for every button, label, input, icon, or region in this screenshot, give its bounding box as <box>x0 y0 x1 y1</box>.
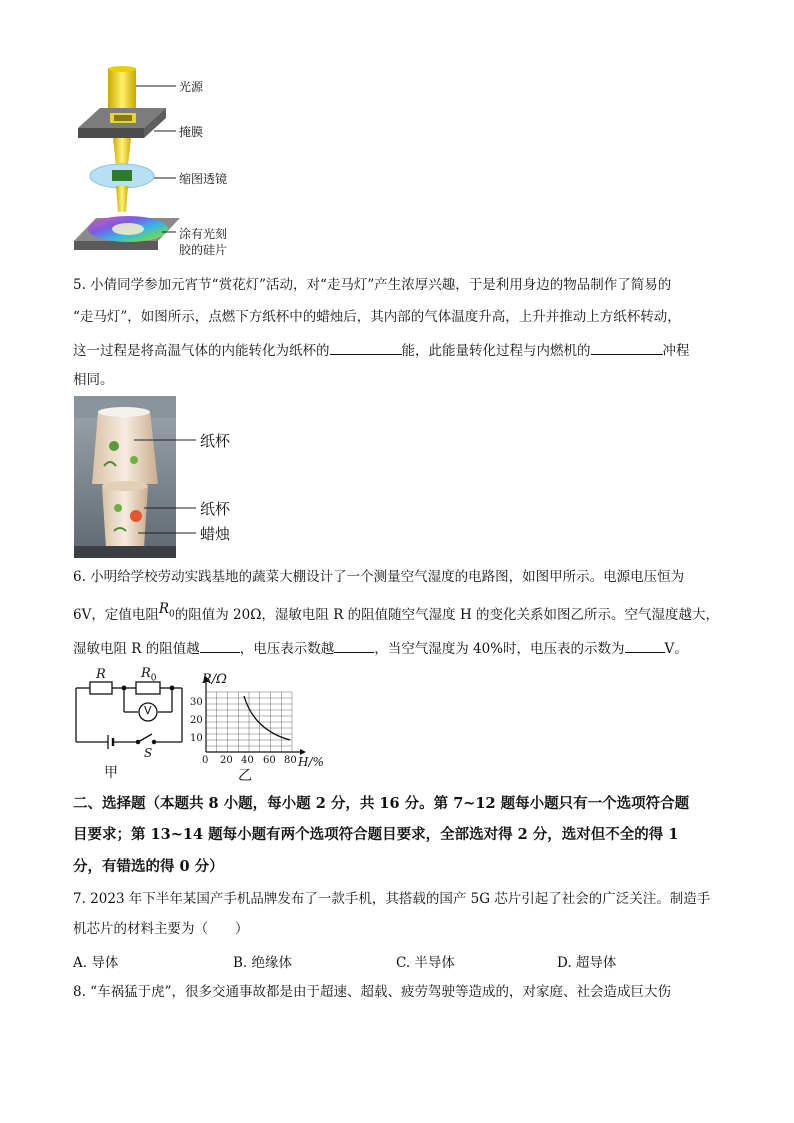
q5-line3-text-c: 冲程 <box>662 343 690 359</box>
circuit-label-r0: $R_0$ <box>141 666 157 684</box>
graph-ylabel: R/Ω <box>202 672 227 687</box>
graph-xtick-60: 60 <box>263 755 276 766</box>
q5-line2: “走马灯”，如图所示，点燃下方纸杯中的蜡烛后，其内部的气体温度升高，上升并推动上方纸杯转动， <box>73 309 681 325</box>
label-mask: 掩膜 <box>179 125 204 139</box>
q8-line1: 8. “车祸猛于虎”，很多交通事故都是由于超速、超载、疲劳驾驶等造成的，对家庭、社会造成巨大伤 <box>73 984 671 1000</box>
section2-line3: 分，有错选的得 0 分） <box>73 858 224 875</box>
graph-xtick-80: 80 <box>284 755 297 766</box>
paper-cup-lantern-photo <box>74 396 176 558</box>
circuit-caption: 甲 <box>104 765 118 781</box>
q7-option-b[interactable]: B. 绝缘体 <box>233 955 293 971</box>
q6-blank-1[interactable] <box>200 638 240 653</box>
graph-xtick-40: 40 <box>241 755 254 766</box>
q5-photo-leaders <box>176 396 198 562</box>
circuit-label-s: S <box>144 746 153 760</box>
graph-xtick-20: 20 <box>220 755 233 766</box>
circuit-label-v: V <box>144 704 152 717</box>
q5-line1: 5. 小倩同学参加元宵节“赏花灯”活动，对“走马灯”产生浓厚兴趣，于是利用身边的物品制作了简易的 <box>73 277 672 293</box>
q6-blank-2[interactable] <box>334 638 374 653</box>
label-reduction-lens: 缩图透镜 <box>179 172 228 186</box>
q6-line2 <box>73 601 720 630</box>
circuit-diagram <box>72 666 187 781</box>
q5-line3 <box>73 340 690 360</box>
q7-line1: 7. 2023 年下半年某国产手机品牌发布了一款手机，其搭载的国产 5G 芯片引起了社会的广泛关注。制造手 <box>73 891 711 907</box>
graph-xtick-0: 0 <box>202 755 209 766</box>
q5-line3-text-a: 这一过程是将高温气体的内能转化为纸杯的 <box>73 343 330 359</box>
q6-line2-text-b: 的阻值为 20Ω，湿敏电阻 R 的阻值随空气湿度 H 的变化关系如图乙所示。空气湿度越大， <box>174 607 720 623</box>
q5-line4: 相同。 <box>73 372 114 388</box>
graph-ytick-10: 10 <box>190 733 203 744</box>
q5-blank-1[interactable] <box>330 340 402 355</box>
circuit-svg <box>72 670 187 750</box>
leader-lines <box>176 396 198 558</box>
label-light-source: 光源 <box>179 80 204 94</box>
circuit-label-r: R <box>96 667 106 682</box>
q5-blank-2[interactable] <box>591 340 663 355</box>
label-candle: 蜡烛 <box>200 525 231 543</box>
q6-line3-text-c: ，当空气湿度为 40%时，电压表的示数为 <box>374 641 625 657</box>
section2-line1: 二、选择题（本题共 8 小题，每小题 2 分，共 16 分。第 7~12 题每小题只有一个选项符合题 <box>73 795 690 812</box>
q5-photo <box>74 396 176 558</box>
label-wafer-line2: 胶的硅片 <box>179 243 228 257</box>
graph-xlabel: H/% <box>298 755 324 769</box>
q6-line1: 6. 小明给学校劳动实践基地的蔬菜大棚设计了一个测量空气湿度的电路图，如图甲所示。电源电压恒为 <box>73 569 685 585</box>
q6-line3-text-a: 湿敏电阻 R 的阻值越 <box>73 641 200 657</box>
r0-symbol: $R_0$ <box>158 601 175 620</box>
label-wafer-line1: 涂有光刻 <box>179 227 228 241</box>
q7-option-d[interactable]: D. 超导体 <box>557 955 617 971</box>
q7-option-c[interactable]: C. 半导体 <box>396 955 455 971</box>
section2-line2: 目要求；第 13~14 题每小题有两个选项符合题目要求，全部选对得 2 分，选对但不全的得 1 <box>73 826 679 843</box>
graph-ytick-20: 20 <box>190 715 203 726</box>
graph-caption: 乙 <box>238 768 252 784</box>
lithography-figure <box>70 66 270 261</box>
q6-blank-3[interactable] <box>625 638 665 653</box>
resistance-humidity-graph <box>190 674 330 784</box>
q5-line3-text-b: 能，此能量转化过程与内燃机的 <box>401 343 591 359</box>
q6-line3 <box>73 638 688 658</box>
graph-ytick-30: 30 <box>190 697 203 708</box>
q7-line2: 机芯片的材料主要为（ ） <box>73 921 249 937</box>
q6-line3-text-b: ，电压表示数越 <box>239 641 335 657</box>
lithography-diagram <box>70 66 270 261</box>
label-lower-cup: 纸杯 <box>200 500 231 518</box>
q7-option-a[interactable]: A. 导体 <box>73 955 119 971</box>
q6-line3-text-d: V。 <box>664 641 688 657</box>
q6-line2-text-a: 6V，定值电阻 <box>73 607 159 623</box>
label-upper-cup: 纸杯 <box>200 432 231 450</box>
